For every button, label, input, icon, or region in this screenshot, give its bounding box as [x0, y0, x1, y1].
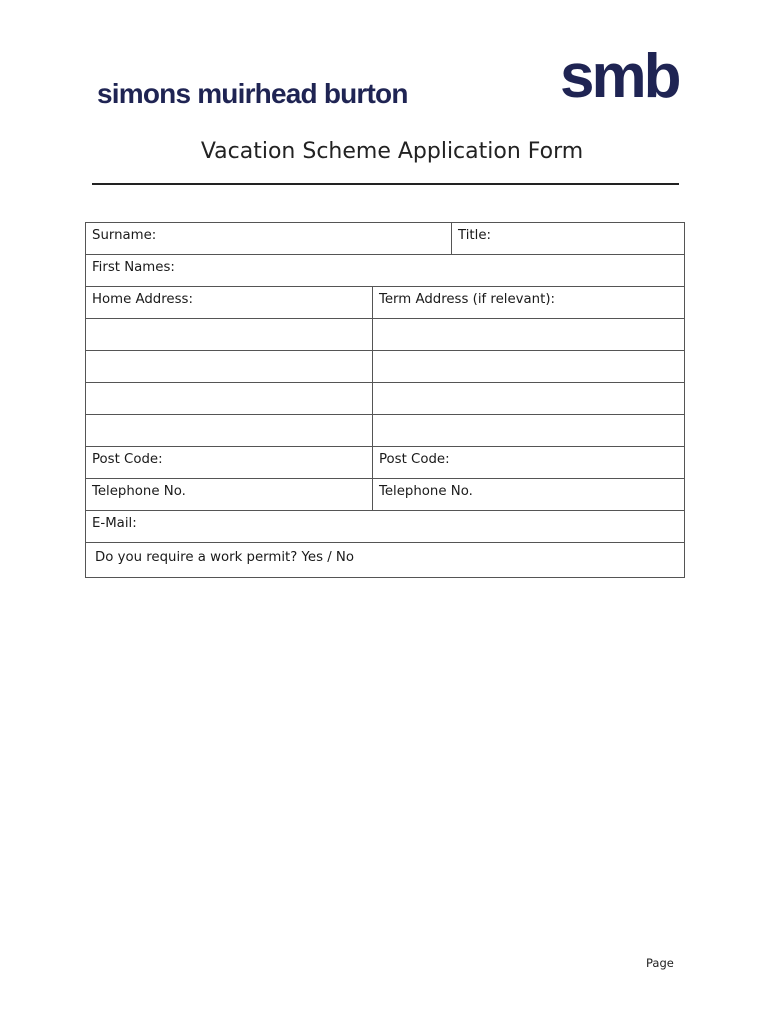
- term-address-line-2[interactable]: [373, 351, 685, 383]
- row-address-line-4: [86, 415, 685, 447]
- home-address-line-3[interactable]: [86, 383, 373, 415]
- row-address-headers: [86, 287, 685, 319]
- term-address-line-1[interactable]: [373, 319, 685, 351]
- email-field[interactable]: E-Mail:: [86, 511, 685, 543]
- row-email: [86, 511, 685, 543]
- row-work-permit: [86, 543, 685, 578]
- row-surname-title: [86, 223, 685, 255]
- row-post-code: [86, 447, 685, 479]
- brand-logo-text: simons muirhead burton: [97, 78, 408, 109]
- home-address-line-4[interactable]: [86, 415, 373, 447]
- row-address-line-3: [86, 383, 685, 415]
- home-post-code-field[interactable]: Post Code:: [86, 447, 373, 479]
- term-address-field[interactable]: Term Address (if relevant):: [373, 287, 685, 319]
- work-permit-field[interactable]: Do you require a work permit? Yes / No: [86, 543, 685, 578]
- page-title: Vacation Scheme Application Form: [200, 139, 584, 164]
- home-address-line-1[interactable]: [86, 319, 373, 351]
- term-telephone-field[interactable]: Telephone No.: [373, 479, 685, 511]
- home-address-line-2[interactable]: [86, 351, 373, 383]
- first-names-field[interactable]: First Names:: [86, 255, 685, 287]
- term-address-line-4[interactable]: [373, 415, 685, 447]
- term-post-code-field[interactable]: Post Code:: [373, 447, 685, 479]
- brand-logo-mark: smb: [560, 42, 679, 111]
- row-address-line-1: [86, 319, 685, 351]
- home-telephone-field[interactable]: Telephone No.: [86, 479, 373, 511]
- title-field[interactable]: Title:: [452, 223, 685, 255]
- row-address-line-2: [86, 351, 685, 383]
- page-number-label: Page: [646, 956, 674, 970]
- row-first-names: [86, 255, 685, 287]
- term-address-line-3[interactable]: [373, 383, 685, 415]
- application-form-table: [85, 222, 685, 578]
- surname-field[interactable]: Surname:: [86, 223, 452, 255]
- title-divider: [92, 183, 679, 185]
- row-telephone: [86, 479, 685, 511]
- home-address-field[interactable]: Home Address:: [86, 287, 373, 319]
